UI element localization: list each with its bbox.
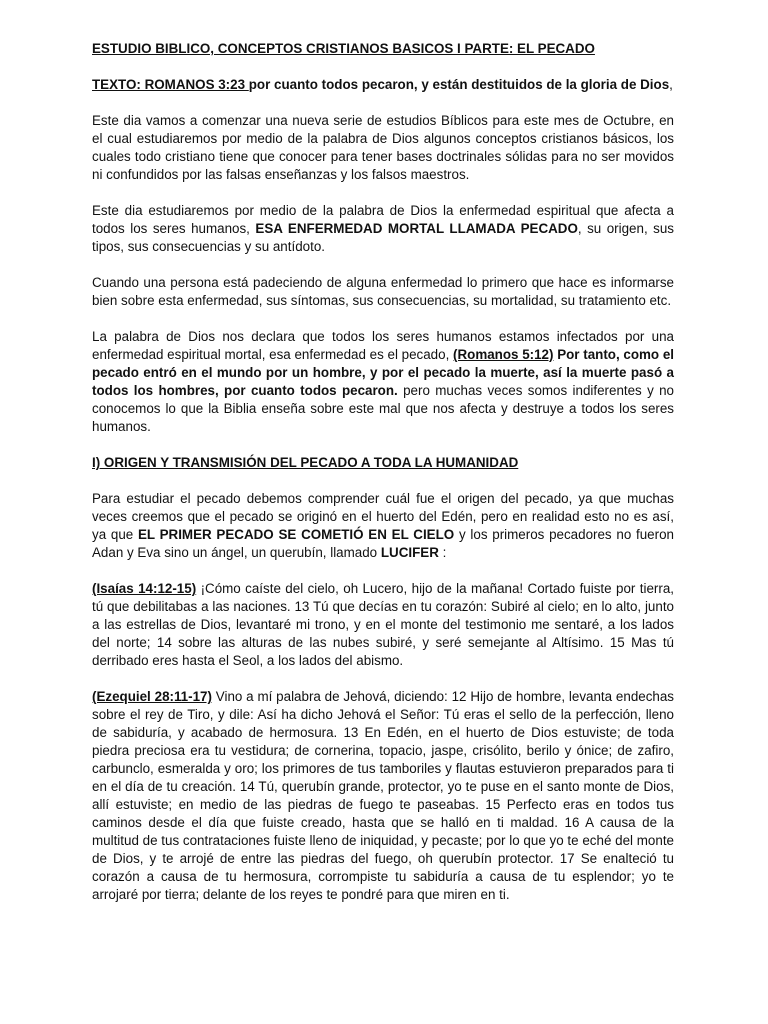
- study-topic-text-c: , su origen, sus tipos, sus consecuencias y su antídoto.: [92, 221, 675, 254]
- romans-5-12-reference: (Romanos 5:12): [453, 347, 554, 362]
- key-text-paragraph: [92, 76, 674, 94]
- origin-text-e: :: [438, 545, 447, 560]
- ezekiel-text: Vino a mí palabra de Jehová, diciendo: 12 Hijo de hombre, levanta endechas sobre el rey de Tiro, y dile: Así ha dicho Jehová el Señor: Tú eras el sello de la perfección, lleno de sabiduría, y acabado de hermosura. 13 En Edén, en el huerto de Dios estuviste; de toda piedra preciosa era tu vestidura; de cornerina, topacio, jaspe, crisólito, berilo y ónice; de zafiro, carbunclo, esmeralda y oro; los primores de tus tamboriles y flautas estuvieron preparados para ti en el día de tu creación. 14 Tú, querubín grande, protector, yo te puse en el santo monte de Dios, allí estuviste; en medio de las piedras de fuego te paseabas. 15 Perfecto eras en todos tus caminos desde el día que fuiste creado, hasta que se halló en ti maldad. 16 A causa de la multitud de tus contrataciones fuiste lleno de iniquidad, y pecaste; por lo que yo te eché del monte de Dios, y te arrojé de entre las piedras del fuego, oh querubín protector. 17 Se enalteció tu corazón a causa de tu hermosura, corrompiste tu sabiduría a causa de tu esplendor; yo te arrojaré por tierra; delante de los reyes te pondré para que miren en ti.: [92, 689, 675, 902]
- key-text-verse: por cuanto todos pecaron, y están destituidos de la gloria de Dios: [248, 77, 670, 92]
- infection-text-a: La palabra de Dios nos declara que todos los seres humanos estamos infectados por una enfermedad espiritual mortal, esa enfermedad es el pecado,: [92, 329, 674, 362]
- key-text-label: TEXTO: ROMANOS 3:23: [92, 77, 249, 92]
- origin-text-c: y los primeros pecadores no fueron Adan y Eva sino un ángel, un querubín, llamado: [92, 527, 674, 560]
- study-topic-text-a: Este dia estudiaremos por medio de la palabra de Dios la enfermedad espiritual que afecta a todos los seres humanos,: [92, 203, 674, 236]
- isaiah-reference: (Isaías 14:12-15): [92, 581, 197, 596]
- illness-paragraph: Cuando una persona está padeciendo de alguna enfermedad lo primero que hace es informarse bien sobre esta enfermedad, sus síntomas, sus consecuencias, su mortalidad, su tratamiento etc.: [92, 275, 674, 308]
- ezekiel-paragraph: [92, 688, 674, 904]
- infection-paragraph: [92, 328, 674, 436]
- section-heading-origin: I) ORIGEN Y TRANSMISIÓN DEL PECADO A TODA LA HUMANIDAD: [92, 455, 519, 470]
- key-text-end: ,: [669, 77, 673, 92]
- intro-paragraph: Este dia vamos a comenzar una nueva serie de estudios Bíblicos para este mes de Octubre, en el cual estudiaremos por medio de la palabra de Dios algunos conceptos cristianos básicos, los cuales todo cristiano tiene que conocer para tener bases doctrinales sólidas para no ser movidos ni confundidos por las falsas enseñanzas y los falsos maestros.: [92, 113, 674, 182]
- isaiah-paragraph: [92, 580, 674, 670]
- origin-text-a: Para estudiar el pecado debemos comprender cuál fue el origen del pecado, ya que muchas veces creemos que el pecado se originó en el huerto del Edén, pero en realidad esto no es así, ya que: [92, 491, 674, 542]
- lucifer-name: LUCIFER: [380, 545, 439, 560]
- infection-text-c: pero muchas veces somos indiferentes y no conocemos lo que la Biblia enseña sobre este mal que nos afecta y destruye a todos los seres humanos.: [92, 383, 674, 434]
- origin-emphasis: EL PRIMER PECADO SE COMETIÓ EN EL CIELO: [137, 527, 455, 542]
- isaiah-text: ¡Cómo caíste del cielo, oh Lucero, hijo de la mañana! Cortado fuiste por tierra, tú que debilitabas a las naciones. 13 Tú que decías en tu corazón: Subiré al cielo; en lo alto, junto a las estrellas de Dios, levantaré mi trono, y en el monte del testimonio me sentaré, a los lados del norte; 14 sobre las alturas de las nubes subiré, y seré semejante al Altísimo. 15 Mas tú derribado eres hasta el Seol, a los lados del abismo.: [92, 581, 674, 668]
- romans-5-12-verse: Por tanto, como el pecado entró en el mundo por un hombre, y por el pecado la muerte, así la muerte pasó a todos los hombres, por cuanto todos pecaron.: [92, 347, 674, 398]
- ezekiel-reference: (Ezequiel 28:11-17): [92, 689, 212, 704]
- study-topic-emphasis: ESA ENFERMEDAD MORTAL LLAMADA PECADO: [255, 221, 578, 236]
- document-title: ESTUDIO BIBLICO, CONCEPTOS CRISTIANOS BASICOS I PARTE: EL PECADO: [92, 41, 595, 56]
- study-topic-paragraph: [92, 202, 674, 256]
- document-page: [92, 40, 674, 922]
- origin-paragraph: [92, 490, 674, 562]
